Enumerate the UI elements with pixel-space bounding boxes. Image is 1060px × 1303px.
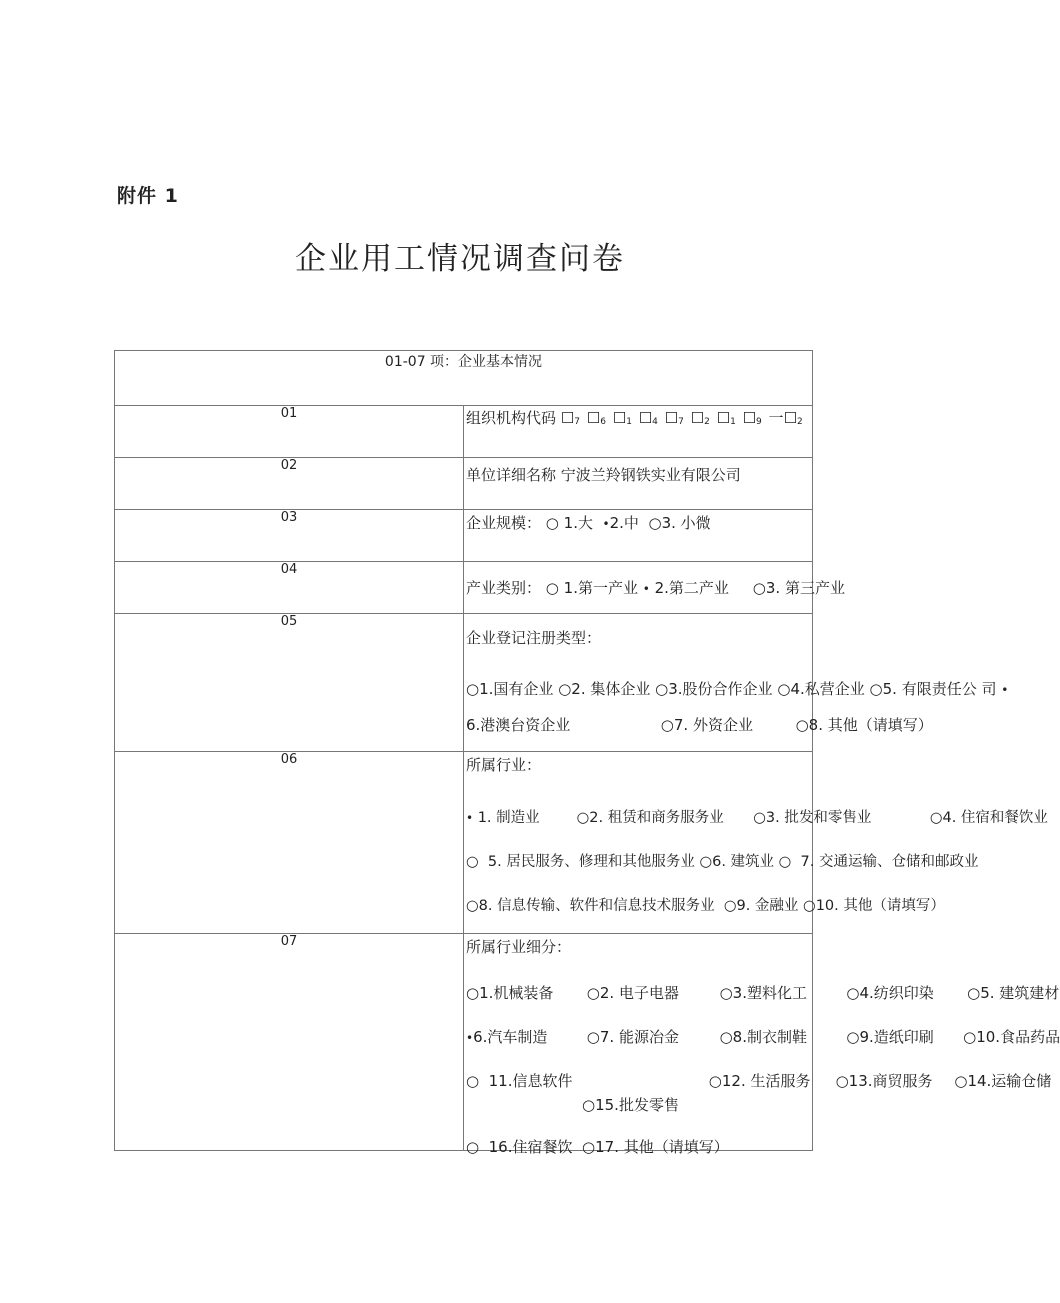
radio-option[interactable]: ○ 7. 交通运输、仓储和邮政业 (778, 854, 979, 870)
row-03 (115, 510, 813, 562)
company-name-label: 单位详细名称 (466, 466, 557, 484)
industry-detail-cell (464, 934, 1060, 1156)
radio-option[interactable]: ○6. 建筑业 (699, 854, 775, 870)
row-04 (115, 562, 813, 614)
radio-circle-icon: ○ (466, 898, 479, 914)
row-number: 02 (115, 458, 464, 510)
attachment-label: 附件 1 (117, 185, 179, 207)
org-code-dash: 一 (768, 409, 784, 427)
radio-circle-icon: ○ (545, 514, 559, 532)
radio-option[interactable]: ○10.食品药品 (963, 1028, 1060, 1046)
radio-option[interactable]: ○ 1.第一产业 (545, 579, 638, 597)
row-number: 01 (115, 406, 464, 458)
radio-circle-icon: ○ (803, 898, 816, 914)
org-code-digit: 9 (756, 417, 762, 427)
radio-circle-icon: ○ (719, 984, 733, 1002)
digit-box-icon: ☐ (690, 409, 705, 427)
radio-option[interactable]: ○4.私营企业 (777, 680, 865, 698)
radio-option[interactable]: ○1.机械装备 (466, 984, 554, 1002)
radio-circle-icon: ○ (582, 1138, 596, 1156)
company-size-cell (464, 510, 813, 562)
radio-circle-icon: ○ (655, 680, 669, 698)
radio-circle-icon: ○ (777, 680, 791, 698)
radio-option[interactable]: ○17. 其他（请填写） (582, 1138, 729, 1156)
radio-option[interactable]: ○8. 其他（请填写） (795, 716, 933, 734)
digit-box-icon: ☐ (664, 409, 679, 427)
radio-circle-icon: ○ (660, 716, 674, 734)
radio-option[interactable]: ○12. 生活服务 (708, 1072, 811, 1090)
company-name-cell (464, 458, 813, 510)
row-number: 04 (115, 562, 464, 614)
industry-cell (464, 752, 1048, 934)
digit-box-icon: ☐ (716, 409, 731, 427)
radio-circle-icon: ○ (648, 514, 662, 532)
selected-dot-icon: • (1001, 683, 1009, 697)
row-07 (115, 934, 813, 1151)
digit-box-icon: ☐ (560, 409, 575, 427)
org-code-digit: 7 (678, 417, 684, 427)
radio-option[interactable]: ○7. 能源冶金 (586, 1028, 679, 1046)
org-code-check-digit: 2 (797, 417, 803, 427)
radio-circle-icon: ○ (708, 1072, 722, 1090)
radio-circle-icon: ○ (586, 984, 600, 1002)
digit-box-icon: ☐ (586, 409, 601, 427)
radio-circle-icon: ○ (586, 1028, 600, 1046)
row-number: 03 (115, 510, 464, 562)
radio-circle-icon: ○ (699, 854, 713, 870)
radio-circle-icon: ○ (869, 680, 883, 698)
radio-option[interactable]: ○ 5. 居民服务、修理和其他服务业 (466, 854, 695, 870)
radio-circle-icon: ○ (929, 810, 943, 826)
org-code-label: 组织机构代码 (466, 409, 557, 427)
industry-type-label: 产业类别： (466, 579, 542, 597)
radio-circle-icon: ○ (835, 1072, 849, 1090)
row-number: 07 (115, 934, 464, 1151)
radio-circle-icon: ○ (466, 1138, 480, 1156)
radio-circle-icon: ○ (466, 854, 479, 870)
radio-option-selected[interactable]: • 1. 制造业 (466, 810, 540, 826)
radio-circle-icon: ○ (753, 810, 766, 826)
row-01 (115, 406, 813, 458)
registration-type-cell (464, 614, 1009, 752)
selected-dot-icon: • (466, 1031, 474, 1045)
org-code-digit: 1 (626, 417, 632, 427)
radio-option[interactable]: ○4.纺织印染 (846, 984, 934, 1002)
radio-option-selected[interactable]: •6.汽车制造 (466, 1028, 548, 1046)
radio-option[interactable]: ○2. 集体企业 (558, 680, 651, 698)
radio-option[interactable]: ○9.造纸印刷 (846, 1028, 934, 1046)
radio-option[interactable]: ○9. 金融业 (723, 898, 799, 914)
row-number: 05 (115, 614, 464, 752)
digit-box-icon: ☐ (638, 409, 653, 427)
selected-dot-icon: • (602, 517, 610, 531)
radio-circle-icon: ○ (466, 1072, 480, 1090)
radio-option[interactable]: ○ 16.住宿餐饮 (466, 1138, 573, 1156)
radio-circle-icon: ○ (752, 579, 766, 597)
industry-label: 所属行业： (466, 756, 542, 774)
radio-circle-icon: ○ (846, 984, 860, 1002)
radio-option[interactable]: ○8.制衣制鞋 (719, 1028, 807, 1046)
radio-option[interactable]: ○5. 建筑建材 (967, 984, 1060, 1002)
company-size-label: 企业规模： (466, 514, 542, 532)
radio-circle-icon: ○ (558, 680, 572, 698)
digit-box-icon: ☐ (742, 409, 757, 427)
radio-option[interactable]: ○3. 小微 (648, 514, 711, 532)
radio-circle-icon: ○ (795, 716, 809, 734)
radio-circle-icon: ○ (778, 854, 792, 870)
radio-circle-icon: ○ (545, 579, 559, 597)
radio-circle-icon: ○ (582, 1096, 596, 1114)
radio-option[interactable]: ○2. 电子电器 (586, 984, 679, 1002)
radio-circle-icon: ○ (963, 1028, 977, 1046)
radio-option[interactable]: ○3.股份合作企业 (655, 680, 773, 698)
radio-option[interactable]: ○7. 外资企业 (660, 716, 753, 734)
registration-type-label: 企业登记注册类型： (466, 629, 602, 647)
radio-option-selected[interactable]: • 2.第二产业 (642, 579, 729, 597)
row-06 (115, 752, 813, 934)
radio-option[interactable]: ○5. 有限责任公 司 (869, 680, 997, 698)
row-05 (115, 614, 813, 752)
radio-circle-icon: ○ (719, 1028, 733, 1046)
radio-option[interactable]: ○ 1.大 (545, 514, 593, 532)
radio-circle-icon: ○ (846, 1028, 860, 1046)
industry-detail-label: 所属行业细分： (466, 938, 572, 956)
radio-circle-icon: ○ (466, 984, 480, 1002)
radio-circle-icon: ○ (576, 810, 590, 826)
radio-option[interactable]: ○ 11.信息软件 (466, 1072, 573, 1090)
radio-option-selected[interactable]: 6.港澳台资企业 (466, 716, 571, 734)
org-code-digit: 1 (730, 417, 736, 427)
radio-option[interactable]: ○3. 第三产业 (752, 579, 845, 597)
section-header: 01-07 项：企业基本情况 (115, 351, 813, 406)
digit-box-icon: ☐ (783, 409, 798, 427)
section-header-row (115, 351, 813, 406)
radio-option[interactable]: ○3. 批发和零售业 (753, 810, 872, 826)
digit-box-icon: ☐ (612, 409, 627, 427)
survey-table (114, 350, 1060, 1156)
page-title: 企业用工情况调查问卷 (295, 241, 625, 277)
org-code-cell (464, 406, 813, 458)
radio-circle-icon: ○ (967, 984, 981, 1002)
row-number: 06 (115, 752, 464, 934)
row-02 (115, 458, 813, 510)
radio-circle-icon: ○ (466, 680, 480, 698)
selected-dot-icon: • (466, 811, 474, 825)
radio-option[interactable]: ○13.商贸服务 (835, 1072, 933, 1090)
org-code-digit: 7 (574, 417, 580, 427)
radio-option[interactable]: ○3.塑料化工 (719, 984, 807, 1002)
org-code-digit: 2 (704, 417, 710, 427)
radio-option[interactable]: ○4. 住宿和餐饮业 (929, 810, 1048, 826)
radio-option[interactable]: ○10. 其他（请填写） (803, 898, 945, 914)
radio-option[interactable]: ○1.国有企业 (466, 680, 554, 698)
industry-type-cell (464, 562, 845, 614)
radio-option[interactable]: ○8. 信息传输、软件和信息技术服务业 (466, 898, 715, 914)
org-code-digit: 6 (600, 417, 606, 427)
company-name-value: 宁波兰羚钢铁实业有限公司 (560, 466, 741, 484)
radio-circle-icon: ○ (954, 1072, 968, 1090)
radio-option[interactable]: ○15.批发零售 (582, 1096, 679, 1114)
selected-dot-icon: • (642, 582, 650, 596)
radio-circle-icon: ○ (723, 898, 737, 914)
radio-option[interactable]: ○2. 租赁和商务服务业 (576, 810, 724, 826)
org-code-digit: 4 (652, 417, 658, 427)
radio-option-selected[interactable]: •2.中 (602, 514, 639, 532)
radio-option[interactable]: ○14.运输仓储 (954, 1072, 1052, 1090)
